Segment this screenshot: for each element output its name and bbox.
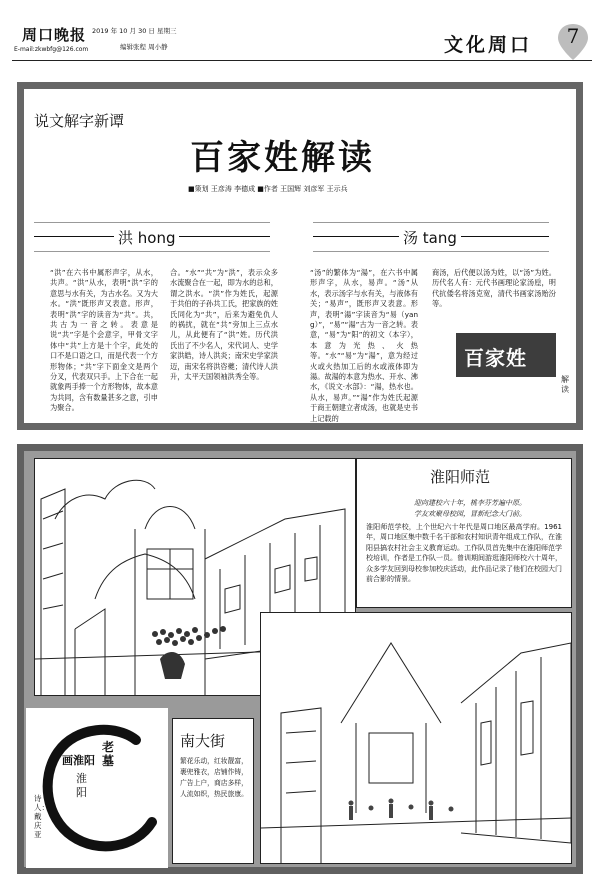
ink-title-laomu: 老墓 bbox=[102, 740, 115, 768]
masthead: 周口晚报 bbox=[22, 26, 87, 44]
stamp-side-text: 解读 bbox=[561, 375, 569, 394]
subheading-hong bbox=[34, 222, 270, 252]
article-credits: ■策划 王彦涛 李德成 ■作者 王国辉 刘彦军 王示兵 bbox=[188, 185, 348, 193]
south-street-title: 南大街 bbox=[180, 732, 226, 750]
poem-line: 繁花乐动，红妆靓富， bbox=[180, 757, 248, 765]
issue-date: 2019 年 10 月 30 日 星期三 bbox=[92, 27, 177, 35]
section-name: 文化周口 bbox=[444, 34, 533, 56]
poem-line: 裹兜雅衣，店铺作铸， bbox=[180, 768, 248, 776]
text-column-1: “洪”在六书中属形声字，从水，共声。“洪”从水，表明“洪”字的意思与水有关，为古水名。又为大水。“洪”既形声又表意。形声，表明“洪”字的读音为“共”。共，共古为一音之转。表意是说“共”字是个会意字，甲骨文字体中“共”上方是十个字，此处的口不是口语之口，而是代表一个方形物体；“共”字下面金文是两个分叉，代表双只手。上下合在一起就象两手捧一个方形物体，故本意为共同，含有数量甚多之意，引申为聚合。 bbox=[50, 268, 158, 413]
huaiyang-normal-title: 淮阳师范 bbox=[430, 468, 491, 486]
huaiyang-body: 淮阳师范学校，上个世纪六十年代是周口地区最高学府。1961年，周口地区集中数千名干部和农村知识青年组成工作队，在淮阳县搞农村社会主义教育运动。工作队员首先集中在淮阳师范学校培训，作者是工作队一员。曾训期间游逛淮阳师校六十周年，众多学友回到母校参加校庆活动，此作品记录了他们在校园大门前合影的情景。 bbox=[366, 523, 562, 584]
stamp-text: 百家姓 bbox=[464, 346, 527, 370]
ink-circle-icon bbox=[36, 718, 162, 858]
text-column-3: “汤”的繁体为“湯”，在六书中属形声字，从水，易声。“汤”从水，表示汤字与水有关，与液体有关；“易声”，既形声又表意。形声，表明“湯”字读音为“易（yang）”，“易”“湯”古为一音之转。表意，“易”为“阳”的初文（本字），本意为光热、火热等。“水”“易”为“湯”，意为经过火或火热加工后的水或液体即为湯。故湯的本意为热水、开水、沸水，《说文·水部》：“湯，热水也。从水，易声。”“湯”作为姓氏起源于商王朝建立者成汤，也就是史书上记载的 bbox=[310, 268, 418, 423]
header-rule bbox=[12, 60, 592, 61]
huaiyang-poem-line-2: 学友欢聚母校园，冒新纪念大门前。 bbox=[414, 510, 526, 518]
text-column-4: 商汤，后代便以汤为姓，以“汤”为姓。历代名人有：元代书画理论家汤垕，明代抗倭名将汤克宽，清代书画家汤贻汾等。 bbox=[432, 268, 556, 309]
drawing-south-street bbox=[260, 612, 572, 864]
huaiyang-poem bbox=[370, 498, 570, 520]
poet-credit: 诗人：戴庆亚 bbox=[34, 794, 49, 839]
ink-title-huaiyang: 淮阳 bbox=[76, 772, 87, 799]
page-number: 7 bbox=[566, 24, 580, 48]
subheading-hong-label: 洪 hong bbox=[114, 227, 179, 248]
subheading-tang bbox=[313, 222, 549, 252]
poem-line: 广告上户，商店多样， bbox=[180, 779, 248, 787]
text-column-2: 合。“水”“共”为“洪”，表示众多水流聚合在一起，即为水的总和，谓之洪水。“洪”作为姓氏，起源于共伯的子孙共工氏，把家族的姓氏同化为“共”，后来为避免仇人的祸扰，就在“共”旁加上三点水儿，从此便有了“洪”姓。历代洪氏出了不少名人，宋代词人、史学家洪皓，诗人洪炎；南宋史学家洪迈，南宋名将洪咨夔；清代诗人洪升，太平天国领袖洪秀全等。 bbox=[170, 268, 278, 382]
editors: 编辑张程 周小静 bbox=[120, 43, 168, 51]
column-title: 说文解字新谭 bbox=[34, 112, 125, 130]
ink-main-title: 画淮阳 bbox=[62, 754, 95, 767]
subheading-tang-label: 汤 tang bbox=[399, 227, 461, 248]
huaiyang-poem-line-1: 迎向建校六十年，桃李芬芳遍中原。 bbox=[414, 499, 526, 507]
poem-line: 人流如织，热民旅康。 bbox=[180, 790, 248, 798]
article-title: 百家姓解读 bbox=[190, 138, 375, 178]
south-street-poem bbox=[180, 756, 250, 800]
email-address: E-mail:zkwbfg@126.com bbox=[14, 46, 89, 53]
